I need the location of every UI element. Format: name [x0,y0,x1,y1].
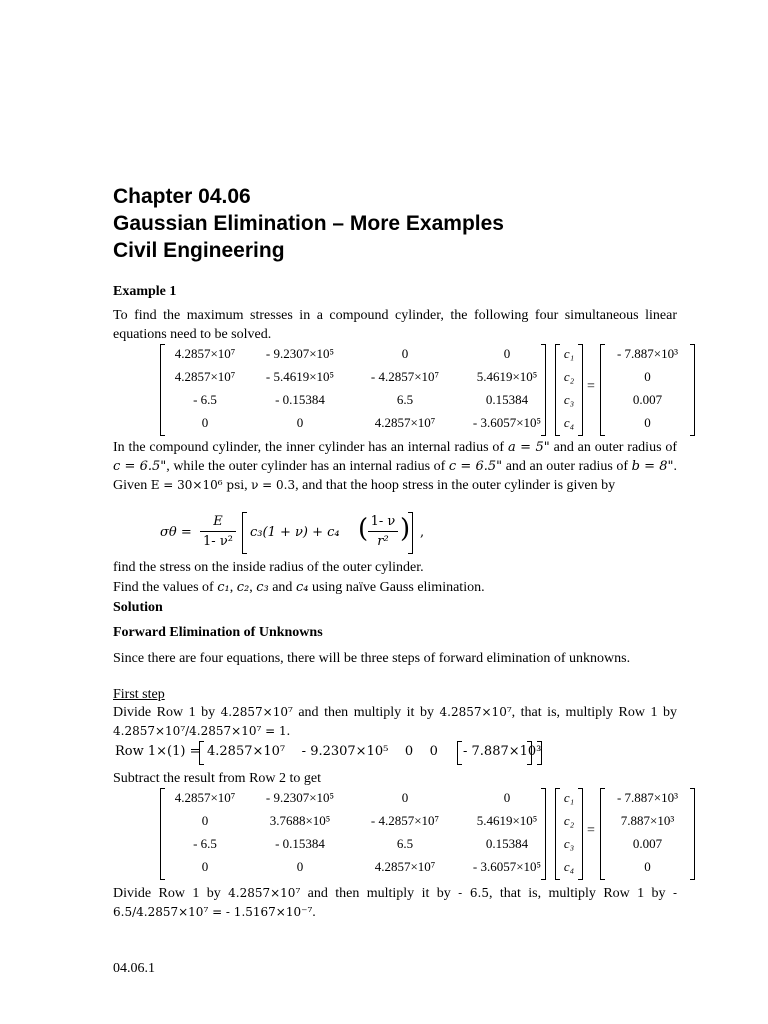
matrix2-cell-r2-c4: 5.4619×10⁵ [476,813,538,828]
matrix2-cell-r1-c1: 4.2857×10⁷ [174,790,236,805]
intro-paragraph: To find the maximum stresses in a compound cylinder, the following four simultaneous linear equations need to be solved. [113,308,677,342]
chapter-heading [113,183,504,264]
matrix1-cell-r3-c4: 0.15384 [485,392,529,407]
chapter-subject: Civil Engineering [113,239,285,262]
matrix2-unknown-4: c₄ [563,859,575,874]
matrix1-cell-r2-c2: - 5.4619×10⁵ [265,369,335,384]
math-outer-radius-outer: b = 8" [631,459,674,474]
forward-elimination-text: Since there are four equations, there will be three steps of forward elimination of unknowns. [113,651,631,666]
matrix2-rhs-4: 0 [644,859,651,874]
matrix1-cell-r2-c4: 5.4619×10⁵ [476,369,538,384]
document-page: Chapter 04.06 Gaussian Elimination – More Examples Civil Engineering Example 1 To find the maximum stresses in a compound cylinder, the following four simultaneous linear equations need to be solved. = 4.2857×10⁷ - 9.2307×10⁵ 0 0 c₁ - 7.887×10³ 4.2857×10⁷ - 5.4619×10⁵ - 4.2857×10⁷ 5.4619×10⁵ c₂ 0 - 6.5 - 0.15384 6.5 0.15384 c₃ 0.007 0 0 4.2857×10⁷ - 3.6057×10⁵ c₄ 0 In the compound cylinder, the inner cylinder has an internal radius of a = 5" and an outer radius of c = 6.5", while the outer cylinder has an internal radius of c = 6.5" and an outer radius of b = 8". Given E = 30×10⁶ psi, ν = 0.3, and that the hoop stress in the outer cylinder is given by σθ = E 1- ν² c₃(1 + ν) + c₄ ( 1- ν r² ) , find the stress on the inside radius of the outer cylinder. Find the values of c₁, c₂, c₃ and c₄ using naïve Gauss elimination. Solution Forward Elimination of Unknowns Since there are four equations, there will be three steps of forward elimination of unknowns. First step Divide Row 1 by 4.2857×10⁷ and then multiply it by 4.2857×10⁷, that is, multiply Row 1 by 4.2857×10⁷/4.2857×10⁷ = 1. Row 1×(1) = 4.2857×10⁷ - 9.2307×10⁵ 0 0 - 7.887×10³ Subtract the result from Row 2 to get = 4.2857×10⁷ - 9.2307×10⁵ 0 0 c₁ - 7.887×10³ 0 3.7688×10⁵ - 4.2857×10⁷ 5.4619×10⁵ c₂ 7.887×10³ - 6.5 - 0.15384 6.5 0.15384 c₃ 0.007 0 0 4.2857×10⁷ - 3.6057×10⁵ c₄ 0 Divide Row 1 by 4.2857×10⁷ and then multiply it by - 6.5, that is, multiply Row 1 by - 6.5/4.2857×10⁷ = - 1.5167×10⁻⁷. 04.06.1 [0,0,768,1024]
forward-elimination-title: Forward Elimination of Unknowns [113,625,323,640]
matrix1-rhs-1: - 7.887×10³ [616,346,679,361]
matrix1-cell-r4-c4: - 3.6057×10⁵ [472,415,542,430]
matrix1-cell-r1-c4: 0 [503,346,511,361]
matrix2-unknown-3: c₃ [563,836,575,851]
matrix2-unknown-2: c₂ [563,813,575,828]
first-step-title: First step [113,687,165,702]
math-inner-radius: a = 5" [507,440,550,455]
matrix2-cell-r4-c1: 0 [201,859,209,874]
math-poisson: ν = 0.3 [251,478,296,492]
matrix1-cell-r3-c2: - 0.15384 [275,392,325,407]
math-modulus: E = 30×10⁶ psi [150,478,245,492]
matrix1-cell-r4-c2: 0 [296,415,304,430]
math-inner-radius-outer: c = 6.5" [448,459,503,474]
matrix2-rhs-1: - 7.887×10³ [616,790,679,805]
chapter-title: Gaussian Elimination – More Examples [113,212,504,235]
matrix2-cell-r1-c4: 0 [503,790,511,805]
matrix2-cell-r2-c1: 0 [201,813,209,828]
matrix1-cell-r1-c2: - 9.2307×10⁵ [265,346,335,361]
hoop-stress-formula: σθ = E 1- ν² c₃(1 + ν) + c₄ ( 1- ν r² ) , [160,512,460,554]
matrix1-cell-r4-c1: 0 [201,415,209,430]
matrix1-cell-r4-c3: 4.2857×10⁷ [374,415,436,430]
matrix1-rhs-2: 0 [644,369,651,384]
matrix1-unknown-2: c₂ [563,369,575,384]
matrix2-cell-r1-c2: - 9.2307×10⁵ [265,790,335,805]
matrix1-cell-r3-c1: - 6.5 [193,392,217,407]
matrix1-cell-r1-c3: 0 [401,346,409,361]
matrix2-rhs-3: 0.007 [632,836,663,851]
matrix2-cell-r2-c3: - 4.2857×10⁷ [370,813,440,828]
chapter-number: Chapter 04.06 [113,185,251,208]
page-number: 04.06.1 [113,961,155,976]
matrix2-rhs-2: 7.887×10³ [620,813,675,828]
matrix1-unknown-1: c₁ [563,346,575,361]
matrix2-unknown-1: c₁ [563,790,575,805]
solution-title: Solution [113,600,163,615]
matrix2-cell-r2-c2: 3.7688×10⁵ [269,813,331,828]
find-values-text: Find the values of c₁, c₂, c₃ and c₄ using naïve Gauss elimination. [113,580,485,595]
matrix2-cell-r1-c3: 0 [401,790,409,805]
matrix1-rhs-3: 0.007 [632,392,663,407]
matrix2-cell-r3-c1: - 6.5 [193,836,217,851]
matrix1-rhs-4: 0 [644,415,651,430]
matrix2-cell-r3-c3: 6.5 [396,836,414,851]
matrix2-cell-r4-c3: 4.2857×10⁷ [374,859,436,874]
matrix1-cell-r2-c1: 4.2857×10⁷ [174,369,236,384]
first-step-text: Divide Row 1 by 4.2857×10⁷ and then multiply it by 4.2857×10⁷, that is, multiply Row 1 by 4.2857×10⁷/4.2857×10⁷ = 1. [113,705,678,739]
matrix1-cell-r1-c1: 4.2857×10⁷ [174,346,236,361]
matrix2-cell-r4-c4: - 3.6057×10⁵ [472,859,542,874]
matrix2-cell-r3-c4: 0.15384 [485,836,529,851]
cylinder-paragraph: In the compound cylinder, the inner cylinder has an internal radius of a = 5" and an outer radius of c = 6.5", while the outer cylinder has an internal radius of c = 6.5" and an outer radius of b = 8". Given E = 30×10⁶ psi, ν = 0.3, and that the hoop stress in the outer cylinder is given by [113,440,678,493]
matrix2-cell-r4-c2: 0 [296,859,304,874]
divide-row1-text: Divide Row 1 by 4.2857×10⁷ and then multiply it by - 6.5, that is, multiply Row 1 by - 6.5/4.2857×10⁷ = - 1.5167×10⁻⁷. [113,886,678,920]
matrix1-cell-r2-c3: - 4.2857×10⁷ [370,369,440,384]
row1-multiplied: Row 1×(1) = 4.2857×10⁷ - 9.2307×10⁵ 0 0 [115,744,200,759]
example-title: Example 1 [113,284,177,299]
math-outer-radius: c = 6.5" [113,459,167,474]
matrix1-unknown-4: c₄ [563,415,575,430]
find-stress-text: find the stress on the inside radius of the outer cylinder. [113,560,424,575]
matrix1-unknown-3: c₃ [563,392,575,407]
matrix2-cell-r3-c2: - 0.15384 [275,836,325,851]
subtract-text: Subtract the result from Row 2 to get [113,771,322,786]
matrix1-cell-r3-c3: 6.5 [396,392,414,407]
